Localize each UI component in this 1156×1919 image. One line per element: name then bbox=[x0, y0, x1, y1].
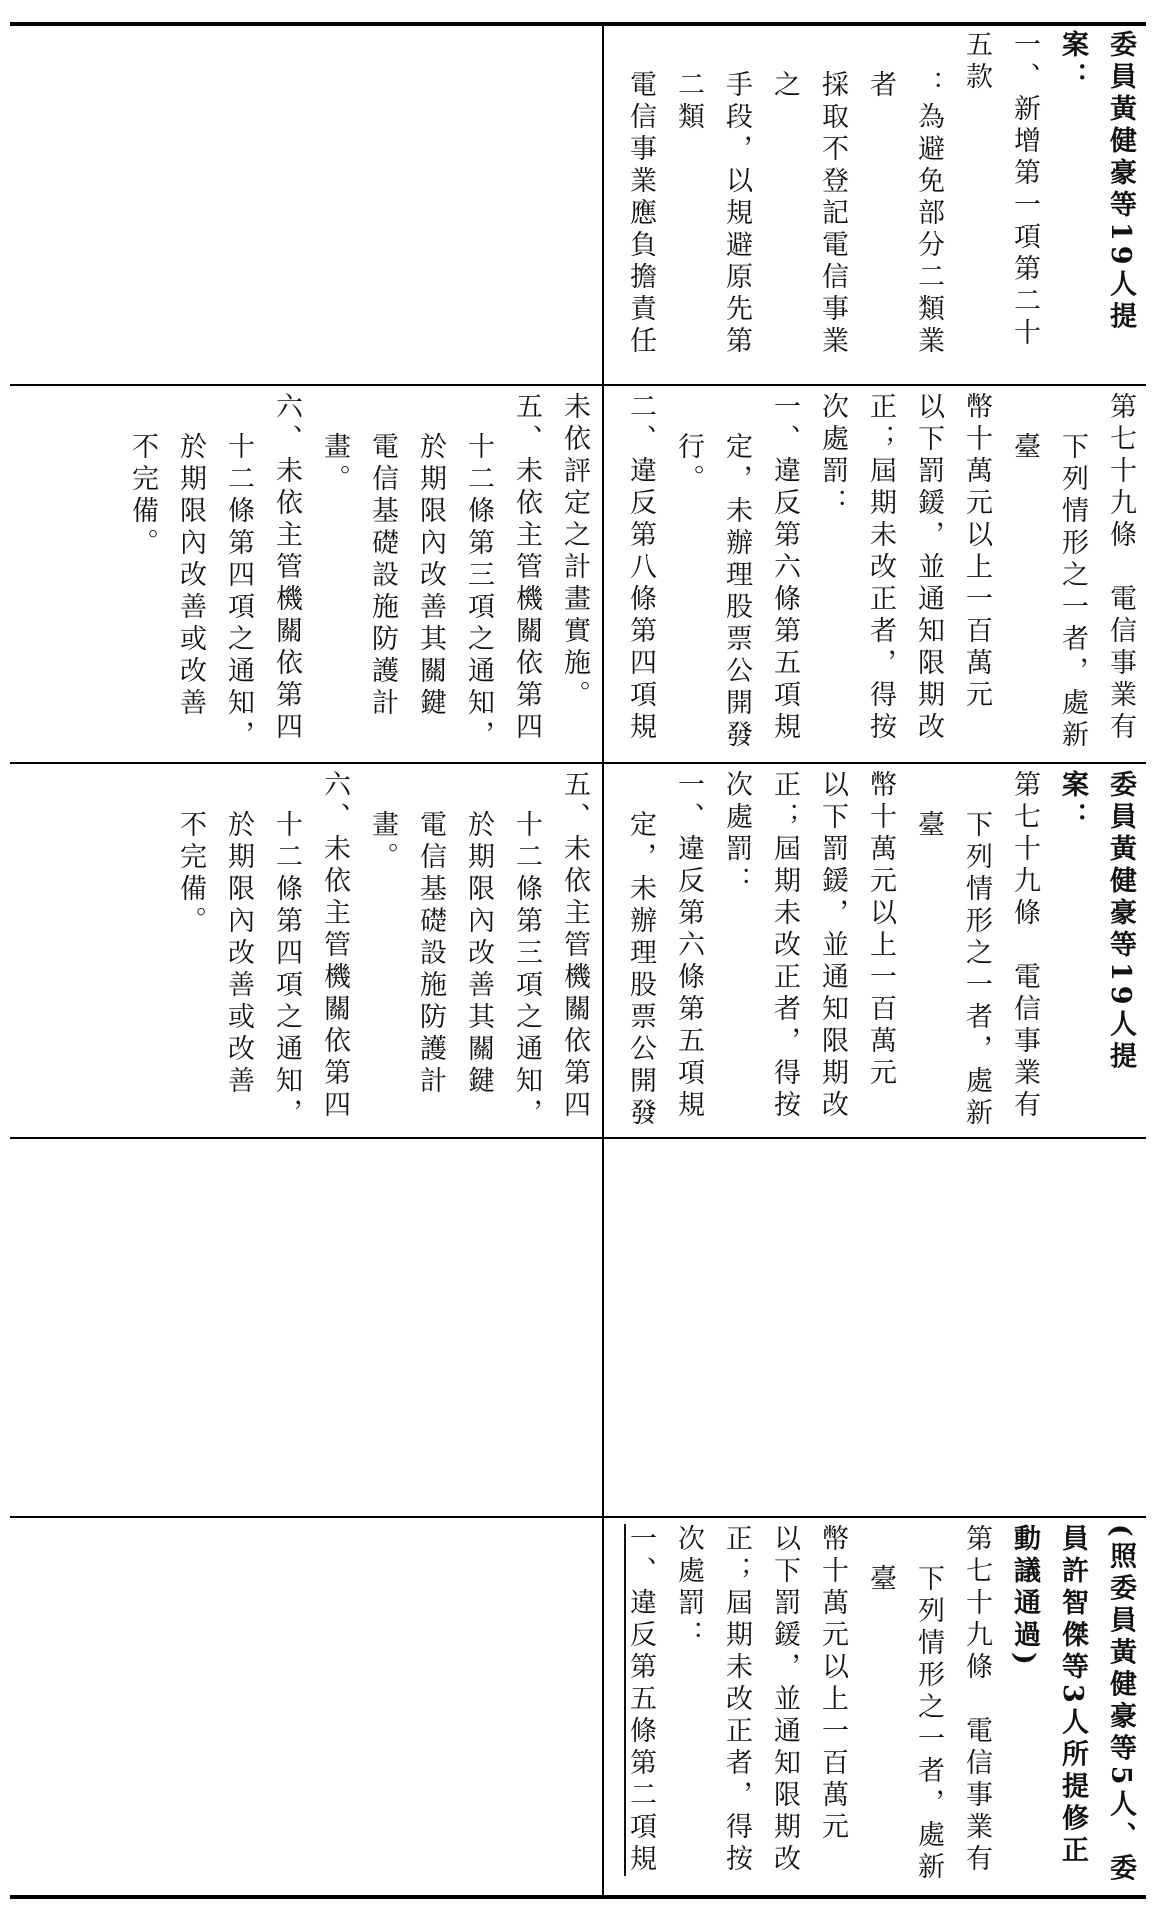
text-line: 十二條第四項之通知， bbox=[271, 810, 302, 1130]
text-line: 第七十九條 電信事業有 bbox=[1105, 392, 1136, 744]
left-cell-row5 bbox=[12, 1524, 598, 1890]
text-line: 下列情形之一者，處新臺 bbox=[865, 1564, 944, 1884]
text-line: 六、未依主管機關依第四 bbox=[271, 392, 302, 744]
left-cell-row1 bbox=[12, 30, 598, 380]
text-line: 十二條第三項之通知， bbox=[463, 432, 494, 752]
text-line: 於期限內改善或改善 bbox=[175, 432, 206, 720]
text-line: 未依評定之計畫實施。 bbox=[559, 392, 590, 712]
text-line: 於期限內改善或改善 bbox=[223, 810, 254, 1098]
text-line: 正；屆期未改正者，得按 bbox=[865, 392, 896, 744]
row-divider-3 bbox=[10, 1137, 1146, 1139]
text-line: 次處罰： bbox=[721, 770, 752, 898]
text-line: 次處罰： bbox=[817, 392, 848, 520]
text-line: 定，未辦理股票公開發 bbox=[625, 810, 656, 1130]
text-line: 以下罰鍰，並通知限期改 bbox=[913, 392, 944, 744]
text-line: 十二條第四項之通知， bbox=[223, 432, 254, 752]
section-title: 委員黃健豪等19人提案： bbox=[1057, 30, 1136, 334]
text-line: 第七十九條 電信事業有 bbox=[1009, 770, 1040, 1122]
text-line: 二、違反第八條第四項規 bbox=[625, 392, 656, 744]
text-line: 五、未依主管機關依第四 bbox=[511, 392, 542, 744]
text-line: 正；屆期未改正者，得按 bbox=[769, 770, 800, 1122]
text-line: 幣十萬元以上一百萬元 bbox=[817, 1524, 848, 1844]
text-line: 幣十萬元以上一百萬元 bbox=[865, 770, 896, 1090]
left-cell-row3 bbox=[12, 770, 598, 1132]
text-line: 下列情形之一者，處新臺 bbox=[913, 810, 992, 1130]
text-line: 定，未辦理股票公開發 bbox=[721, 432, 752, 752]
right-cell-row5 bbox=[608, 1524, 1144, 1890]
text-line: 一、違反第五條第二項規 bbox=[625, 1524, 656, 1876]
text-line: 次處罰： bbox=[673, 1524, 704, 1652]
text-line: 六、未依主管機關依第四 bbox=[319, 770, 350, 1122]
text-line bbox=[608, 770, 616, 1132]
text-line: 電信基礎設施防護計 bbox=[415, 810, 446, 1098]
text-line: 行。 bbox=[673, 432, 704, 496]
text-line: 一、違反第六條第五項規 bbox=[673, 770, 704, 1122]
text-line: 一、新增第一項第二十五款 bbox=[961, 30, 1040, 350]
text-line: 幣十萬元以上一百萬元 bbox=[961, 392, 992, 712]
text-line: 十二條第三項之通知， bbox=[511, 810, 542, 1130]
top-border bbox=[10, 22, 1146, 26]
left-cell-row2 bbox=[12, 392, 598, 758]
text-line: 手段，以規避原先第二類 bbox=[673, 70, 752, 358]
right-cell-row1 bbox=[608, 30, 1144, 380]
text-line: 正；屆期未改正者，得按 bbox=[721, 1524, 752, 1876]
right-cell-row4 bbox=[608, 1145, 1144, 1511]
text-line: 第七十九條 電信事業有 bbox=[961, 1524, 992, 1876]
text-line: 於期限內改善其關鍵 bbox=[415, 432, 446, 720]
text-line: 不完備。 bbox=[175, 810, 206, 938]
text-line: 以下罰鍰，並通知限期改 bbox=[769, 1524, 800, 1876]
text-line: 採取不登記電信事業之 bbox=[769, 70, 848, 358]
section-title: 委員黃健豪等19人提案： bbox=[1057, 770, 1136, 1074]
text-line: 電信事業應負擔責任 bbox=[625, 70, 656, 358]
left-cell-row4 bbox=[12, 1145, 598, 1511]
column-divider bbox=[602, 22, 604, 1899]
text-line: 畫。 bbox=[319, 432, 350, 496]
section-title: (照委員黃健豪等5人、委員許智傑等3人所提修正動議通過) bbox=[1009, 1524, 1136, 1886]
bottom-border bbox=[10, 1895, 1146, 1899]
text-line: ：為避免部分二類業者 bbox=[865, 70, 944, 358]
text-line: 一、違反第六條第五項規 bbox=[769, 392, 800, 744]
right-cell-row3 bbox=[608, 770, 1144, 1132]
text-line: 畫。 bbox=[367, 810, 398, 874]
text-line: 電信基礎設施防護計 bbox=[367, 432, 398, 720]
row-divider-2 bbox=[10, 762, 1146, 764]
text-line: 下列情形之一者，處新臺 bbox=[1009, 432, 1088, 752]
text-line: 五、未依主管機關依第四 bbox=[559, 770, 590, 1122]
text-line: 以下罰鍰，並通知限期改 bbox=[817, 770, 848, 1122]
row-divider-1 bbox=[10, 384, 1146, 386]
text-line: 於期限內改善其關鍵 bbox=[463, 810, 494, 1098]
row-divider-4 bbox=[10, 1516, 1146, 1518]
text-line: 不完備。 bbox=[127, 432, 158, 560]
right-cell-row2 bbox=[608, 392, 1144, 758]
